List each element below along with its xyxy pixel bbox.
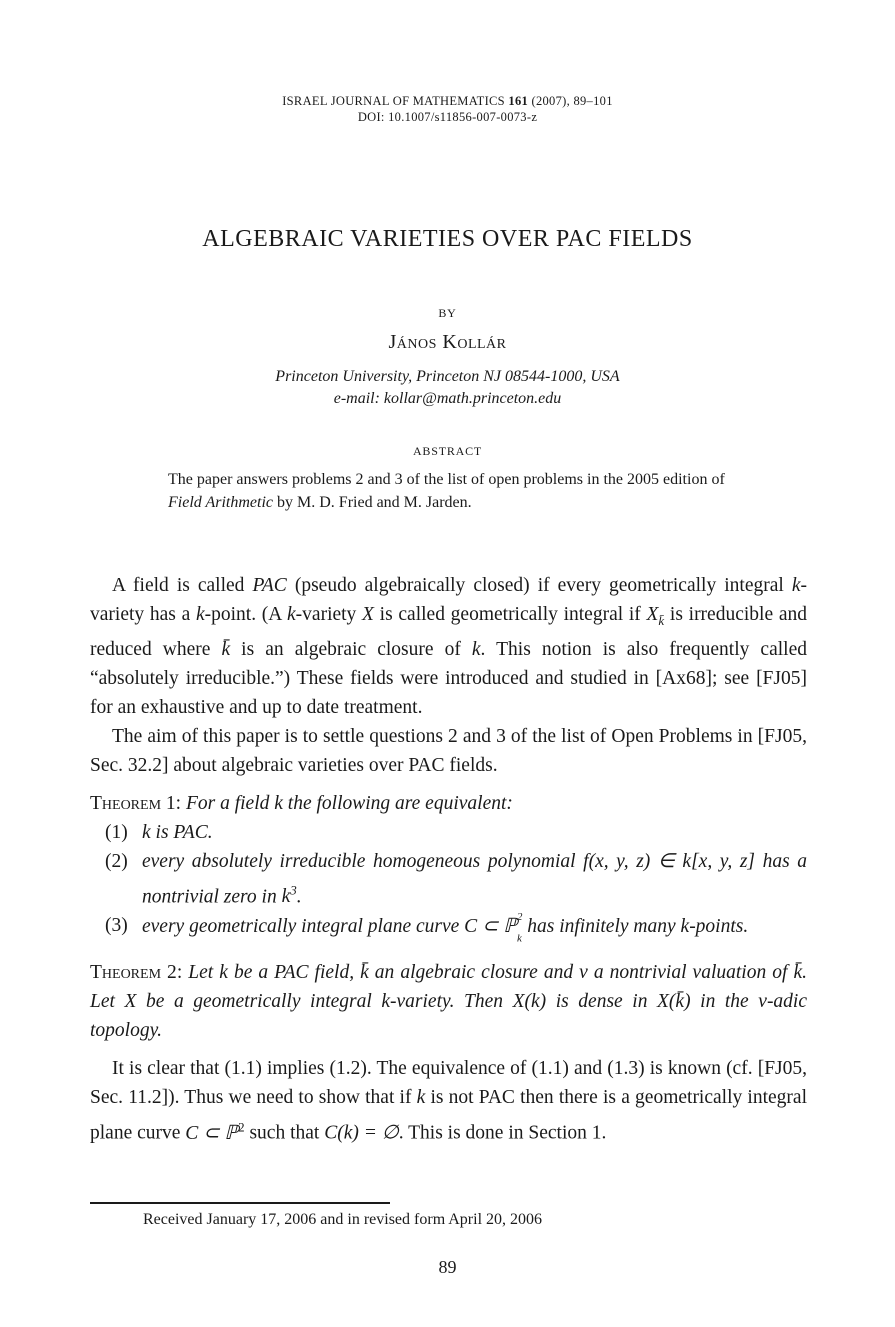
theorem-1-item-3: (3) every geometrically integral plane curve C ⊂ ℙ$^2$ $_k$ has infinitely many k-points. [105, 911, 749, 945]
affiliation-block [0, 366, 895, 410]
by-label: BY [438, 306, 457, 320]
theorem-1-label: Theorem 1 [90, 792, 176, 814]
paper-title: ALGEBRAIC VARIETIES OVER PAC FIELDS [202, 226, 693, 252]
journal-citation: ISRAEL JOURNAL OF MATHEMATICS 161 (2007), 89–101 [282, 94, 613, 108]
theorem-2: Theorem 2: Let k be a PAC field, k̄ an algebraic closure and v a nontrivial valuation of k̄. Let X be a geometrically integral k-variety. Then X(k) is dense in X(k̄) in the v-adic topology. [90, 962, 808, 1042]
intro-paragraph-1: A field is called PAC (pseudo algebraically closed) if every geometrically integral k-variety has a k-point. (A k-variety X is called geometrically integral if $X_{k̄}$ is irreducible and reduced where k̄ is an algebraic closure of k. This notion is also frequently called “absolutely irreducible.”) These fields were introduced and studied in [Ax68]; see [FJ05] for an exhaustive and up to date treatment. [90, 575, 807, 718]
paragraph-3: It is clear that (1.1) implies (1.2). The equivalence of (1.1) and (1.3) is known (cf. [FJ05, Sec. 11.2]). Thus we need to show that if k is not PAC then there is a geometrically integral plane curve C ⊂ ℙ$^2$ such that C(k) = ∅. This is done in Section 1. [90, 1058, 807, 1144]
book-title: Field Arithmetic [168, 494, 274, 511]
main-body [90, 571, 807, 1148]
abstract-label: ABSTRACT [412, 444, 483, 458]
doi: DOI: 10.1007/s11856-007-0073-z [357, 110, 538, 124]
theorem-2-label: Theorem 2 [90, 962, 177, 984]
author-name: János Kollár [388, 331, 507, 353]
journal-header [0, 93, 895, 125]
theorem-1-item-1: (1) k is PAC. [105, 821, 213, 843]
volume: 161 [508, 94, 529, 108]
footnote-rule [90, 1202, 390, 1204]
theorem-1-item-2: (2) every absolutely irreducible homogeneous polynomial f(x, y, z) ∈ k[x, y, z] has a nontrivial zero in $k^3$. [105, 850, 807, 908]
theorem-1-items [90, 818, 807, 944]
received-footnote: Received January 17, 2006 and in revised form April 20, 2006 [143, 1211, 543, 1228]
affiliation: Princeton University, Princeton NJ 08544-1000, USA [275, 368, 620, 385]
email: e-mail: kollar@math.princeton.edu [333, 390, 562, 407]
theorem-1: Theorem 1: For a field k the following are equivalent: (1) k is PAC. (2) every absolutely irreducible homogeneous polynomial f(x, y, z) ∈ k[x, y, z] has a nontrivial zero in $k^3$. (3) every geometrically integral plane curve C ⊂ ℙ$^2$ $_k$ has infinitely many k-points. [90, 792, 807, 945]
abstract-text: The paper answers problems 2 and 3 of the list of open problems in the 2005 edition of Field Arithmetic by M. D. Fried and M. Jarden. [168, 471, 725, 511]
page-number: 89 [438, 1257, 457, 1277]
intro-paragraph-2: The aim of this paper is to settle questions 2 and 3 of the list of Open Problems in [FJ05, Sec. 32.2] about algebraic varieties over PAC fields. [90, 725, 807, 776]
